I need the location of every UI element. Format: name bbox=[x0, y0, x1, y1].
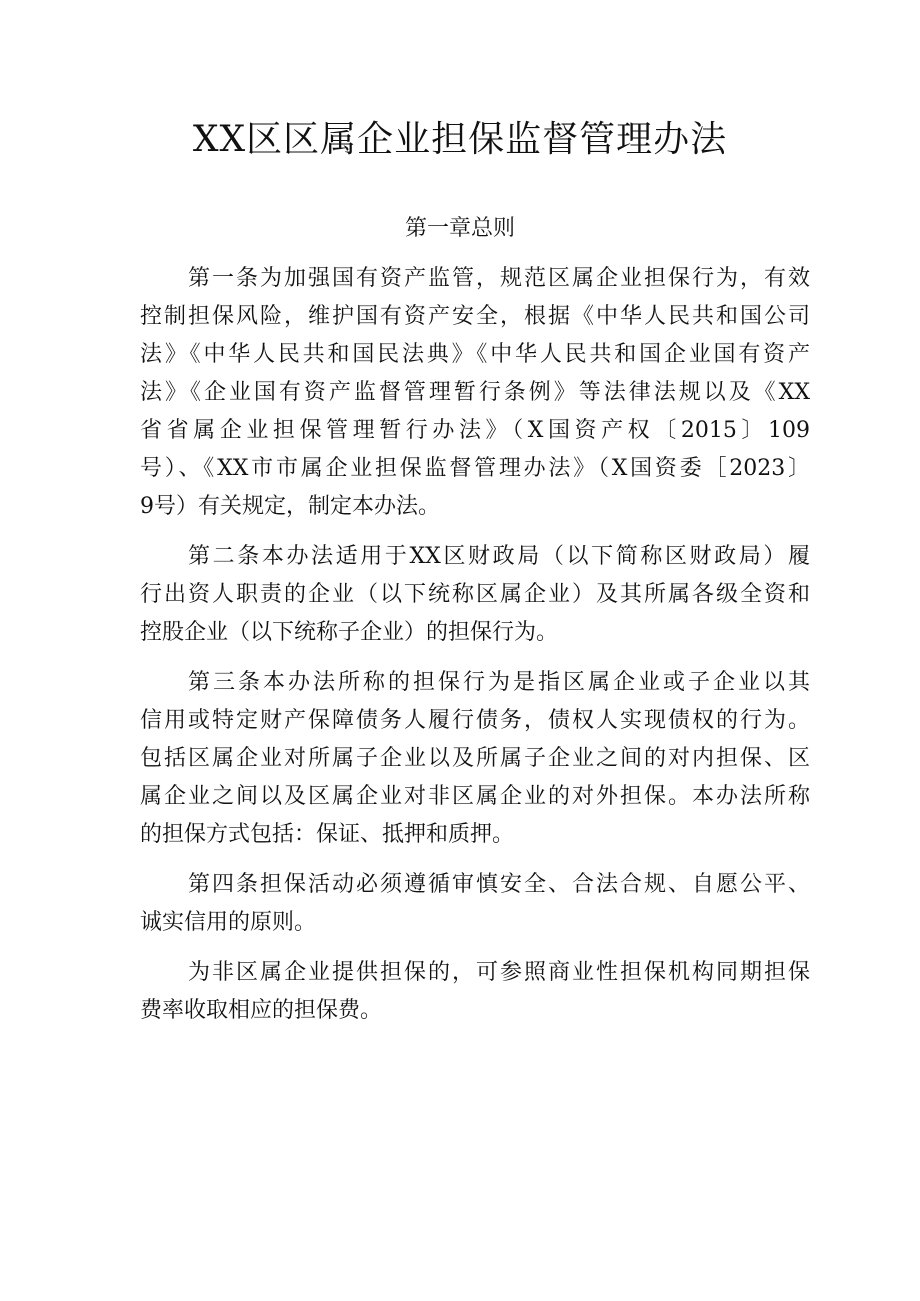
paragraph-line: 费率收取相应的担保费。 bbox=[140, 998, 383, 1023]
paragraph-line: 法》《中华人民共和国民法典》《中华人民共和国企业国有资产 bbox=[140, 342, 810, 367]
article-1-paragraph bbox=[140, 260, 810, 526]
paragraph-line: 行出资人职责的企业（以下统称区属企业）及其所属各级全资和 bbox=[140, 582, 810, 607]
paragraph-line: 属企业之间以及区属企业对非区属企业的对外担保。本办法所称 bbox=[140, 784, 810, 809]
paragraph-line: 省省属企业担保管理暂行办法》（X国资产权〔2015〕109 bbox=[140, 418, 810, 443]
chapter-heading: 第一章总则 bbox=[404, 216, 515, 241]
paragraph-line: 诚实信用的原则。 bbox=[140, 910, 317, 935]
paragraph-line: 9号）有关规定，制定本办法。 bbox=[140, 494, 440, 519]
paragraph-line: 第四条担保活动必须遵循审慎安全、合法合规、自愿公平、 bbox=[188, 872, 810, 897]
paragraph-line: 第二条本办法适用于XX区财政局（以下简称区财政局）履 bbox=[188, 544, 810, 569]
paragraph-line: 第一条为加强国有资产监管，规范区属企业担保行为，有效 bbox=[188, 266, 810, 291]
guarantee-fee-paragraph bbox=[140, 954, 810, 1030]
paragraph-line: 号）、《XX市市属企业担保监督管理办法》（X国资委［2023〕 bbox=[140, 456, 810, 481]
document-title: XX区区属企业担保监督管理办法 bbox=[192, 119, 728, 160]
paragraph-line: 的担保方式包括：保证、抵押和质押。 bbox=[140, 822, 515, 847]
paragraph-line: 控股企业（以下统称子企业）的担保行为。 bbox=[140, 620, 559, 645]
article-3-paragraph bbox=[140, 664, 810, 854]
paragraph-line: 信用或特定财产保障债务人履行债务，债权人实现债权的行为。 bbox=[140, 708, 810, 733]
article-2-paragraph bbox=[140, 538, 810, 652]
paragraph-line: 包括区属企业对所属子企业以及所属子企业之间的对内担保、区 bbox=[140, 746, 810, 771]
paragraph-line: 法》《企业国有资产监督管理暂行条例》等法律法规以及《XX bbox=[140, 380, 810, 405]
document-body bbox=[140, 260, 810, 1042]
article-4-paragraph bbox=[140, 866, 810, 942]
paragraph-line: 第三条本办法所称的担保行为是指区属企业或子企业以其 bbox=[188, 670, 810, 695]
paragraph-line: 控制担保风险，维护国有资产安全，根据《中华人民共和国公司 bbox=[140, 304, 810, 329]
paragraph-line: 为非区属企业提供担保的，可参照商业性担保机构同期担保 bbox=[188, 960, 810, 985]
